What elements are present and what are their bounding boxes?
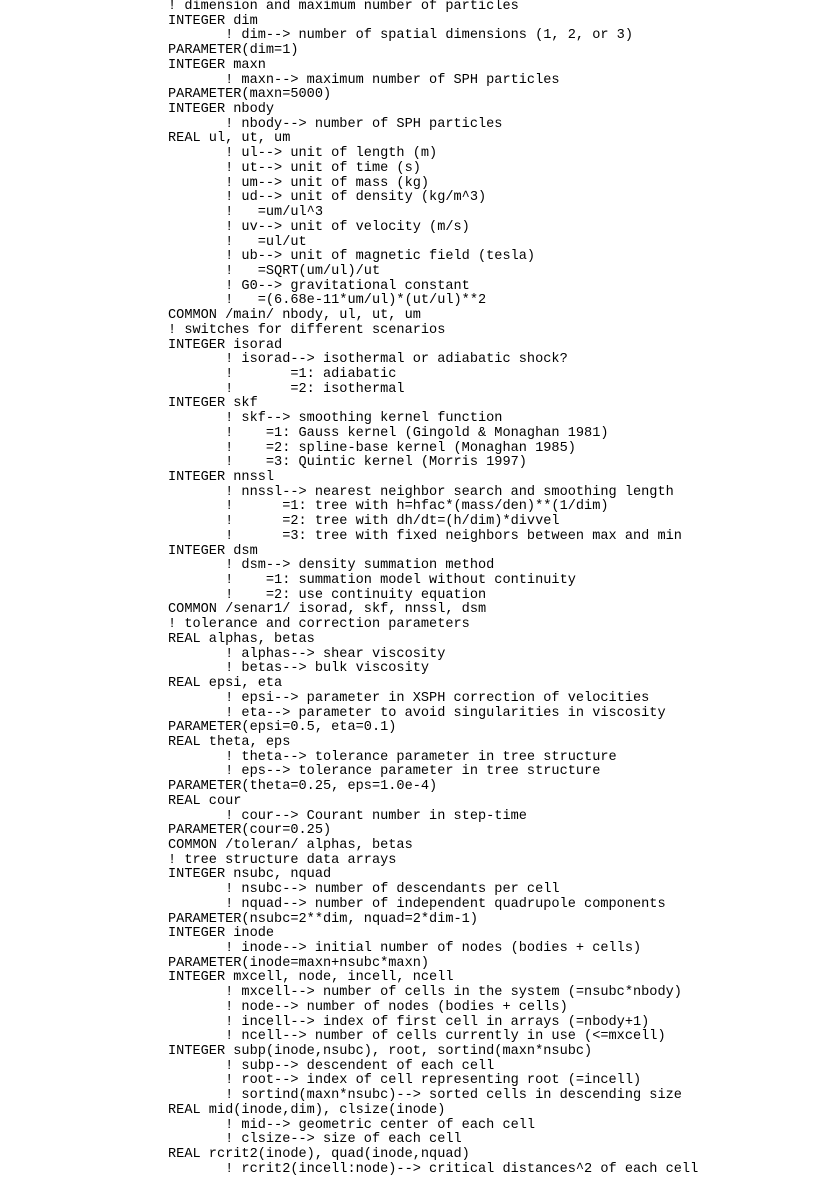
code-line: INTEGER skf [168, 396, 258, 412]
code-line: ! eta--> parameter to avoid singularities in viscosity [168, 705, 666, 721]
code-line: ! incell--> index of first cell in arrays (=nbody+1) [168, 1014, 650, 1030]
code-line: ! um--> unit of mass (kg) [168, 175, 430, 191]
code-line: ! =1: Gauss kernel (Gingold & Monaghan 1981) [168, 425, 609, 441]
code-line: ! =2: isothermal [168, 381, 405, 397]
code-line: INTEGER dim [168, 13, 258, 29]
code-line: INTEGER isorad [168, 337, 283, 353]
code-line: PARAMETER(maxn=5000) [168, 87, 332, 103]
code-line: ! nbody--> number of SPH particles [168, 116, 503, 132]
code-line: ! =1: adiabatic [168, 366, 397, 382]
code-line: PARAMETER(cour=0.25) [168, 823, 332, 839]
code-line: COMMON /toleran/ alphas, betas [168, 837, 413, 853]
code-line: ! uv--> unit of velocity (m/s) [168, 219, 470, 235]
code-line: PARAMETER(nsubc=2**dim, nquad=2*dim-1) [168, 911, 478, 927]
code-line: ! dim--> number of spatial dimensions (1, 2, or 3) [168, 28, 633, 44]
code-line: ! sortind(maxn*nsubc)--> sorted cells in descending size [168, 1088, 682, 1104]
code-line: ! ut--> unit of time (s) [168, 160, 421, 176]
code-line: REAL cour [168, 793, 242, 809]
code-line: ! nsubc--> number of descendants per cell [168, 882, 560, 898]
code-line: INTEGER mxcell, node, incell, ncell [168, 970, 454, 986]
code-line: ! root--> index of cell representing root (=incell) [168, 1073, 642, 1089]
code-line: ! nnssl--> nearest neighbor search and smoothing length [168, 484, 674, 500]
code-line: ! =3: tree with fixed neighbors between max and min [168, 528, 682, 544]
code-line: ! =2: use continuity equation [168, 587, 487, 603]
code-line: INTEGER dsm [168, 543, 258, 559]
code-line: ! alphas--> shear viscosity [168, 646, 446, 662]
code-line: PARAMETER(theta=0.25, eps=1.0e-4) [168, 779, 438, 795]
code-line: ! ud--> unit of density (kg/m^3) [168, 190, 487, 206]
code-line: ! betas--> bulk viscosity [168, 661, 430, 677]
code-line: ! clsize--> size of each cell [168, 1132, 462, 1148]
code-line: ! dimension and maximum number of particles [168, 0, 519, 14]
code-line: INTEGER nnssl [168, 470, 275, 485]
code-line: COMMON /main/ nbody, ul, ut, um [168, 308, 421, 324]
code-line: ! isorad--> isothermal or adiabatic shock? [168, 352, 568, 368]
code-line: INTEGER subp(inode,nsubc), root, sortind(maxn*nsubc) [168, 1044, 593, 1060]
code-line: REAL alphas, betas [168, 631, 315, 647]
code-line: ! ul--> unit of length (m) [168, 146, 438, 162]
code-line: REAL rcrit2(inode), quad(inode,nquad) [168, 1147, 470, 1163]
code-line: ! =um/ul^3 [168, 205, 323, 221]
code-line: ! G0--> gravitational constant [168, 278, 470, 294]
code-line: ! skf--> smoothing kernel function [168, 411, 503, 427]
code-line: ! =ul/ut [168, 234, 307, 250]
code-line: INTEGER nsubc, nquad [168, 867, 332, 883]
code-line: ! tolerance and correction parameters [168, 617, 470, 633]
code-line: ! node--> number of nodes (bodies + cells) [168, 999, 568, 1015]
code-line: COMMON /senar1/ isorad, skf, nnssl, dsm [168, 602, 487, 618]
code-line: ! ub--> unit of magnetic field (tesla) [168, 249, 536, 265]
code-line: ! cour--> Courant number in step-time [168, 808, 527, 824]
code-line: ! maxn--> maximum number of SPH particles [168, 72, 560, 88]
code-line: ! eps--> tolerance parameter in tree structure [168, 764, 601, 780]
fortran-code-listing [168, 0, 828, 1178]
code-line: ! dsm--> density summation method [168, 558, 495, 574]
code-line: ! subp--> descendent of each cell [168, 1058, 495, 1074]
code-line: REAL mid(inode,dim), clsize(inode) [168, 1102, 446, 1118]
code-line: ! mid--> geometric center of each cell [168, 1117, 536, 1133]
code-line: ! =SQRT(um/ul)/ut [168, 263, 381, 279]
code-line: ! tree structure data arrays [168, 852, 397, 868]
code-line: ! switches for different scenarios [168, 322, 446, 338]
code-line: INTEGER maxn [168, 57, 266, 73]
code-line: REAL epsi, eta [168, 676, 283, 692]
code-line: ! =3: Quintic kernel (Morris 1997) [168, 455, 527, 471]
code-line: ! =2: spline-base kernel (Monaghan 1985) [168, 440, 576, 456]
code-line: ! inode--> initial number of nodes (bodies + cells) [168, 941, 642, 956]
code-line: ! =1: summation model without continuity [168, 573, 576, 589]
code-line: PARAMETER(dim=1) [168, 43, 299, 59]
code-line: ! rcrit2(incell:node)--> critical distances^2 of each cell [168, 1161, 699, 1177]
code-line: ! =(6.68e-11*um/ul)*(ut/ul)**2 [168, 293, 487, 309]
code-line: ! epsi--> parameter in XSPH correction of velocities [168, 690, 650, 706]
code-line: ! =1: tree with h=hfac*(mass/den)**(1/dim) [168, 499, 609, 515]
code-line: ! theta--> tolerance parameter in tree structure [168, 749, 617, 765]
code-line: PARAMETER(epsi=0.5, eta=0.1) [168, 720, 397, 736]
code-line: ! mxcell--> number of cells in the system (=nsubc*nbody) [168, 985, 682, 1001]
code-line: PARAMETER(inode=maxn+nsubc*maxn) [168, 955, 430, 971]
code-line: REAL theta, eps [168, 734, 291, 750]
code-line: ! ncell--> number of cells currently in use (<=mxcell) [168, 1029, 666, 1045]
code-line: INTEGER nbody [168, 102, 275, 118]
code-line: INTEGER inode [168, 926, 275, 942]
code-line: ! =2: tree with dh/dt=(h/dim)*divvel [168, 514, 560, 530]
code-line: REAL ul, ut, um [168, 131, 291, 147]
code-line: ! nquad--> number of independent quadrupole components [168, 896, 666, 912]
